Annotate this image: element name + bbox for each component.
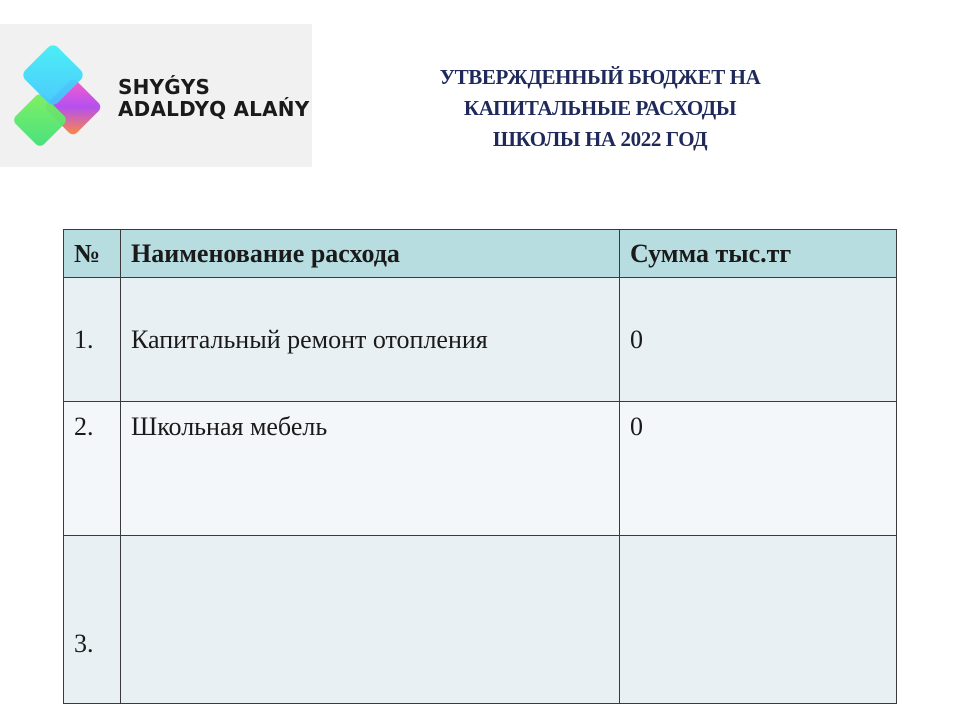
header-number: № (64, 230, 121, 278)
row-amount: 0 (620, 278, 897, 402)
title-line-1: УТВЕРЖДЕННЫЙ БЮДЖЕТ НА (439, 65, 761, 89)
page-title (370, 62, 830, 155)
logo-line-2: ADALDYQ ALAŃY (118, 97, 310, 121)
row-expense-name: Школьная мебель (121, 402, 620, 536)
header-amount: Сумма тыс.тг (620, 230, 897, 278)
header-expense-name: Наименование расхода (121, 230, 620, 278)
row-number: 3. (64, 536, 121, 704)
table-row (64, 536, 897, 704)
row-expense-name (121, 536, 620, 704)
row-amount (620, 536, 897, 704)
logo-line-1: SHYǴYS (118, 75, 211, 99)
table-header-row (64, 230, 897, 278)
logo-text (118, 76, 309, 120)
title-line-2: КАПИТАЛЬНЫЕ РАСХОДЫ (463, 96, 737, 120)
row-amount: 0 (620, 402, 897, 536)
table-row (64, 402, 897, 536)
row-expense-name: Капитальный ремонт отопления (121, 278, 620, 402)
row-number: 2. (64, 402, 121, 536)
logo (0, 24, 312, 167)
logo-diamonds-icon (8, 38, 108, 153)
table-row (64, 278, 897, 402)
budget-table (63, 229, 897, 704)
row-number: 1. (64, 278, 121, 402)
title-line-3: ШКОЛЫ НА 2022 ГОД (492, 127, 708, 151)
